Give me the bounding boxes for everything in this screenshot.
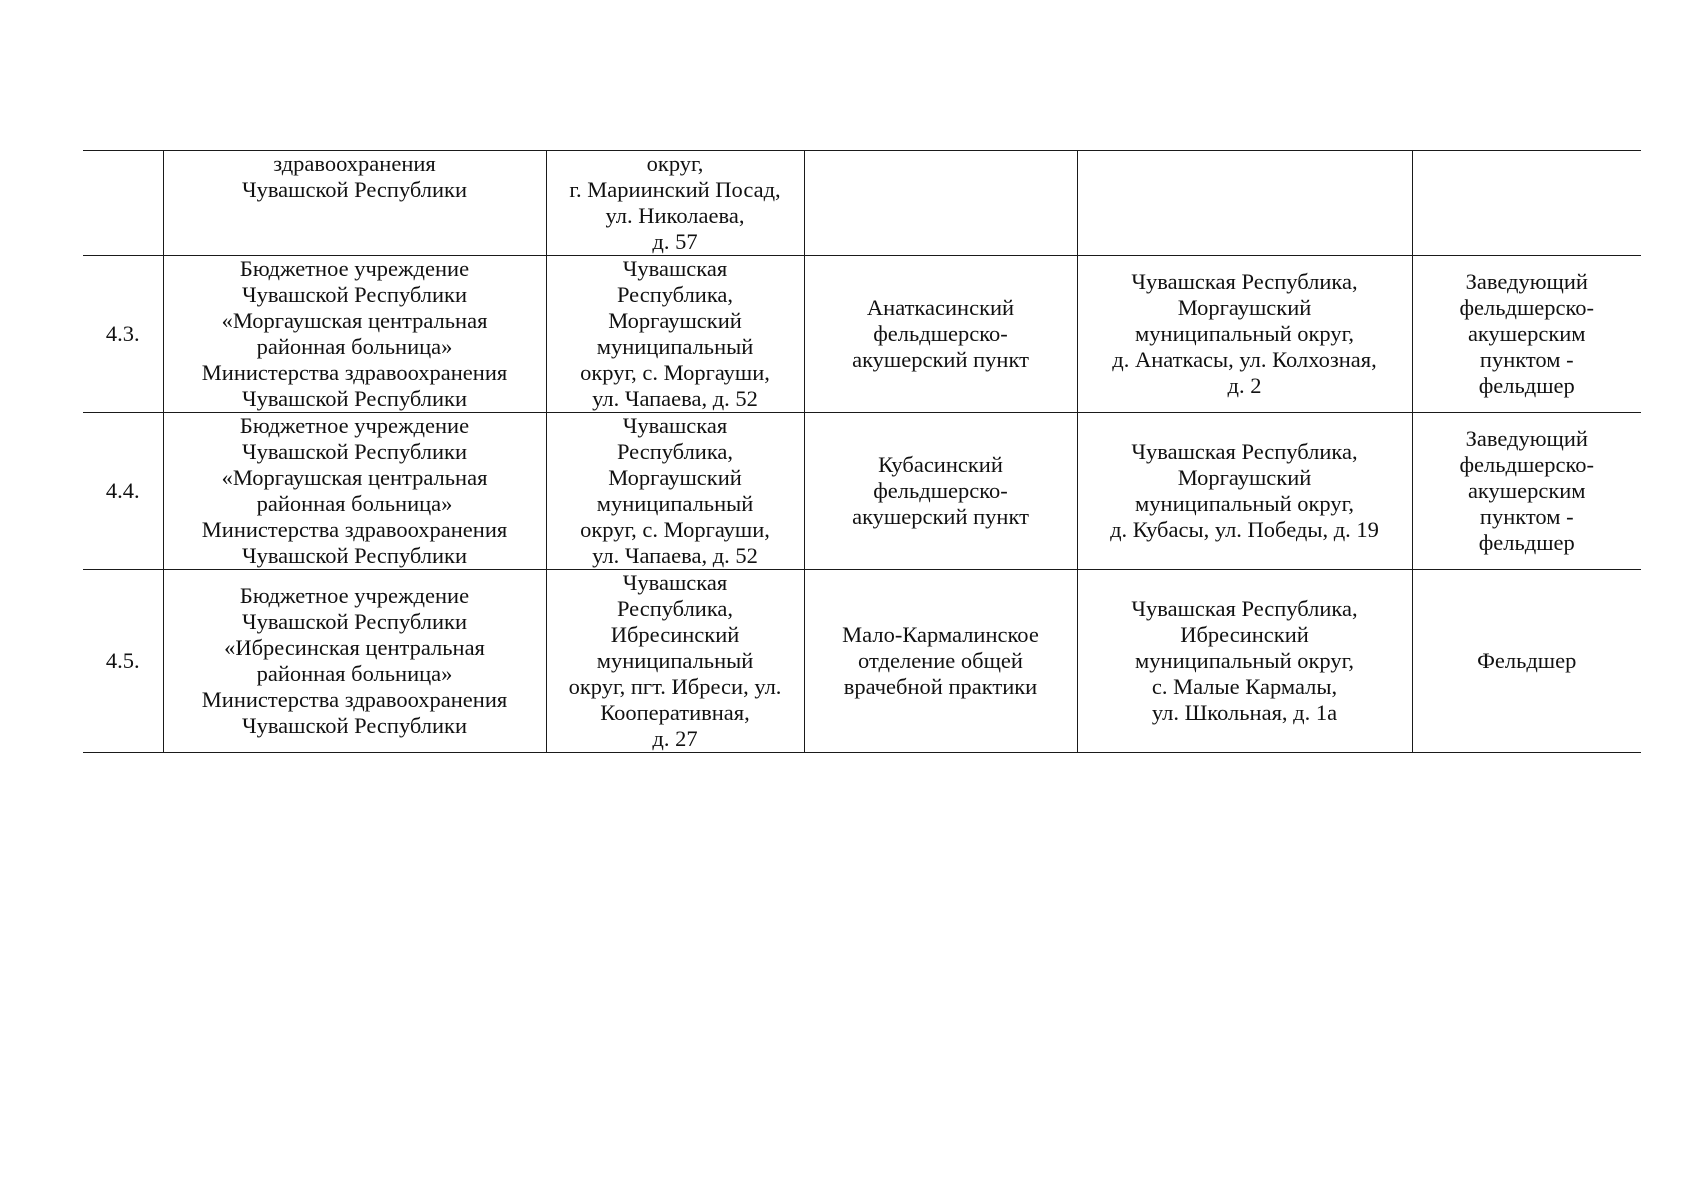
- cell-subdivision-address: Чувашская Республика, Моргаушский муниципальный округ, д. Анаткасы, ул. Колхозная, д. 2: [1077, 256, 1412, 413]
- cell-position: Заведующий фельдшерско- акушерским пунктом - фельдшер: [1412, 256, 1641, 413]
- cell-subdivision-address: Чувашская Республика, Моргаушский муниципальный округ, д. Кубасы, ул. Победы, д. 19: [1077, 413, 1412, 570]
- cell-institution-address: Чувашская Республика, Моргаушский муниципальный округ, с. Моргауши, ул. Чапаева, д. 52: [546, 256, 804, 413]
- cell-number: 4.5.: [83, 570, 163, 753]
- cell-number: 4.3.: [83, 256, 163, 413]
- cell-position: Фельдшер: [1412, 570, 1641, 753]
- cell-subdivision: Кубасинский фельдшерско- акушерский пункт: [804, 413, 1077, 570]
- cell-institution-address: Чувашская Республика, Ибресинский муниципальный округ, пгт. Ибреси, ул. Кооперативная, д. 27: [546, 570, 804, 753]
- cell-institution: Бюджетное учреждение Чувашской Республики «Ибресинская центральная районная больница» Министерства здравоохранения Чувашской Республики: [163, 570, 546, 753]
- cell-subdivision-address: Чувашская Республика, Ибресинский муниципальный округ, с. Малые Кармалы, ул. Школьная, д. 1а: [1077, 570, 1412, 753]
- table-row: [83, 413, 1641, 570]
- cell-subdivision: [804, 151, 1077, 256]
- cell-number: [83, 151, 163, 256]
- cell-subdivision: Мало-Кармалинское отделение общей врачебной практики: [804, 570, 1077, 753]
- facilities-table: [83, 150, 1641, 753]
- cell-institution-address: округ, г. Мариинский Посад, ул. Николаева, д. 57: [546, 151, 804, 256]
- cell-institution: здравоохранения Чувашской Республики: [163, 151, 546, 256]
- cell-institution: Бюджетное учреждение Чувашской Республики «Моргаушская центральная районная больница» Министерства здравоохранения Чувашской Республики: [163, 413, 546, 570]
- table-row: [83, 256, 1641, 413]
- cell-number: 4.4.: [83, 413, 163, 570]
- cell-institution: Бюджетное учреждение Чувашской Республики «Моргаушская центральная районная больница» Министерства здравоохранения Чувашской Республики: [163, 256, 546, 413]
- table-row-continuation: [83, 151, 1641, 256]
- cell-position: Заведующий фельдшерско- акушерским пунктом - фельдшер: [1412, 413, 1641, 570]
- table-row: [83, 570, 1641, 753]
- cell-subdivision-address: [1077, 151, 1412, 256]
- cell-subdivision: Анаткасинский фельдшерско- акушерский пункт: [804, 256, 1077, 413]
- cell-position: [1412, 151, 1641, 256]
- cell-institution-address: Чувашская Республика, Моргаушский муниципальный округ, с. Моргауши, ул. Чапаева, д. 52: [546, 413, 804, 570]
